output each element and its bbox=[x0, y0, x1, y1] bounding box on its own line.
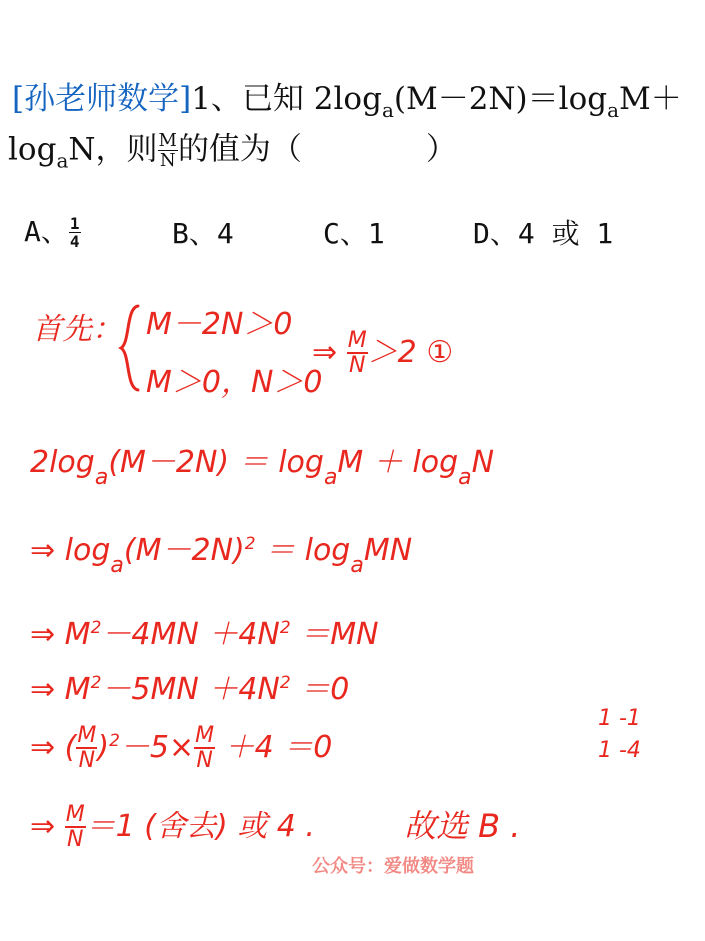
option-a[interactable]: A、 $\frac{1}{4}$ bbox=[24, 214, 80, 251]
solution-intro: 首先： bbox=[32, 312, 122, 347]
answer-conclusion: 故选 B . bbox=[404, 807, 521, 845]
step-4: ⇒ $M^2-5MN +4N^2 =0$ bbox=[30, 672, 350, 707]
question-line-2: $\log_aN$，则 $\frac{M}{N}$ 的值为（ ） bbox=[8, 130, 457, 173]
side-factoring-row-2: 1 -4 bbox=[598, 738, 641, 763]
system-brace bbox=[118, 303, 142, 393]
question-number: 1、 bbox=[191, 81, 242, 117]
condition-1: M－2N＞0 bbox=[146, 307, 293, 342]
side-factoring-row-1: 1 -1 bbox=[598, 706, 641, 731]
step-1: $2\log_a(M-2N) = \log_aM + \log_aN$ bbox=[30, 445, 495, 490]
option-c[interactable]: C、1 bbox=[323, 217, 385, 250]
condition-2: M＞0，N＞0 bbox=[146, 365, 323, 400]
question-line-1: [孙老师数学]1、已知 $2\log_a(M-2N)=\log_aM+$ bbox=[12, 81, 682, 122]
source-tag: [孙老师数学] bbox=[12, 81, 192, 117]
option-b[interactable]: B、4 bbox=[172, 217, 234, 250]
watermark: 公众号：爱做数学题 bbox=[312, 856, 474, 877]
step-3: ⇒ $M^2-4MN +4N^2 =MN$ bbox=[30, 617, 379, 652]
circled-one-mark: ① bbox=[426, 335, 454, 370]
ratio-fraction: $\frac{M}{N}$ bbox=[158, 130, 177, 171]
step-2: ⇒ $\log_a(M-2N)^2 = \log_aMN$ bbox=[30, 533, 413, 578]
step-5: ⇒ ( $\frac{M}{N}$ )$^2$－5× $\frac{M}{N}$ ＋4 ＝0 bbox=[30, 723, 333, 773]
ratio-condition: ⇒ $\frac{M}{N}$ ＞2 ① bbox=[312, 328, 454, 378]
option-d[interactable]: D、4 或 1 bbox=[473, 217, 614, 250]
step-6: ⇒ $\frac{M}{N}$ ＝1 (舍去) 或 4 . bbox=[30, 802, 315, 852]
